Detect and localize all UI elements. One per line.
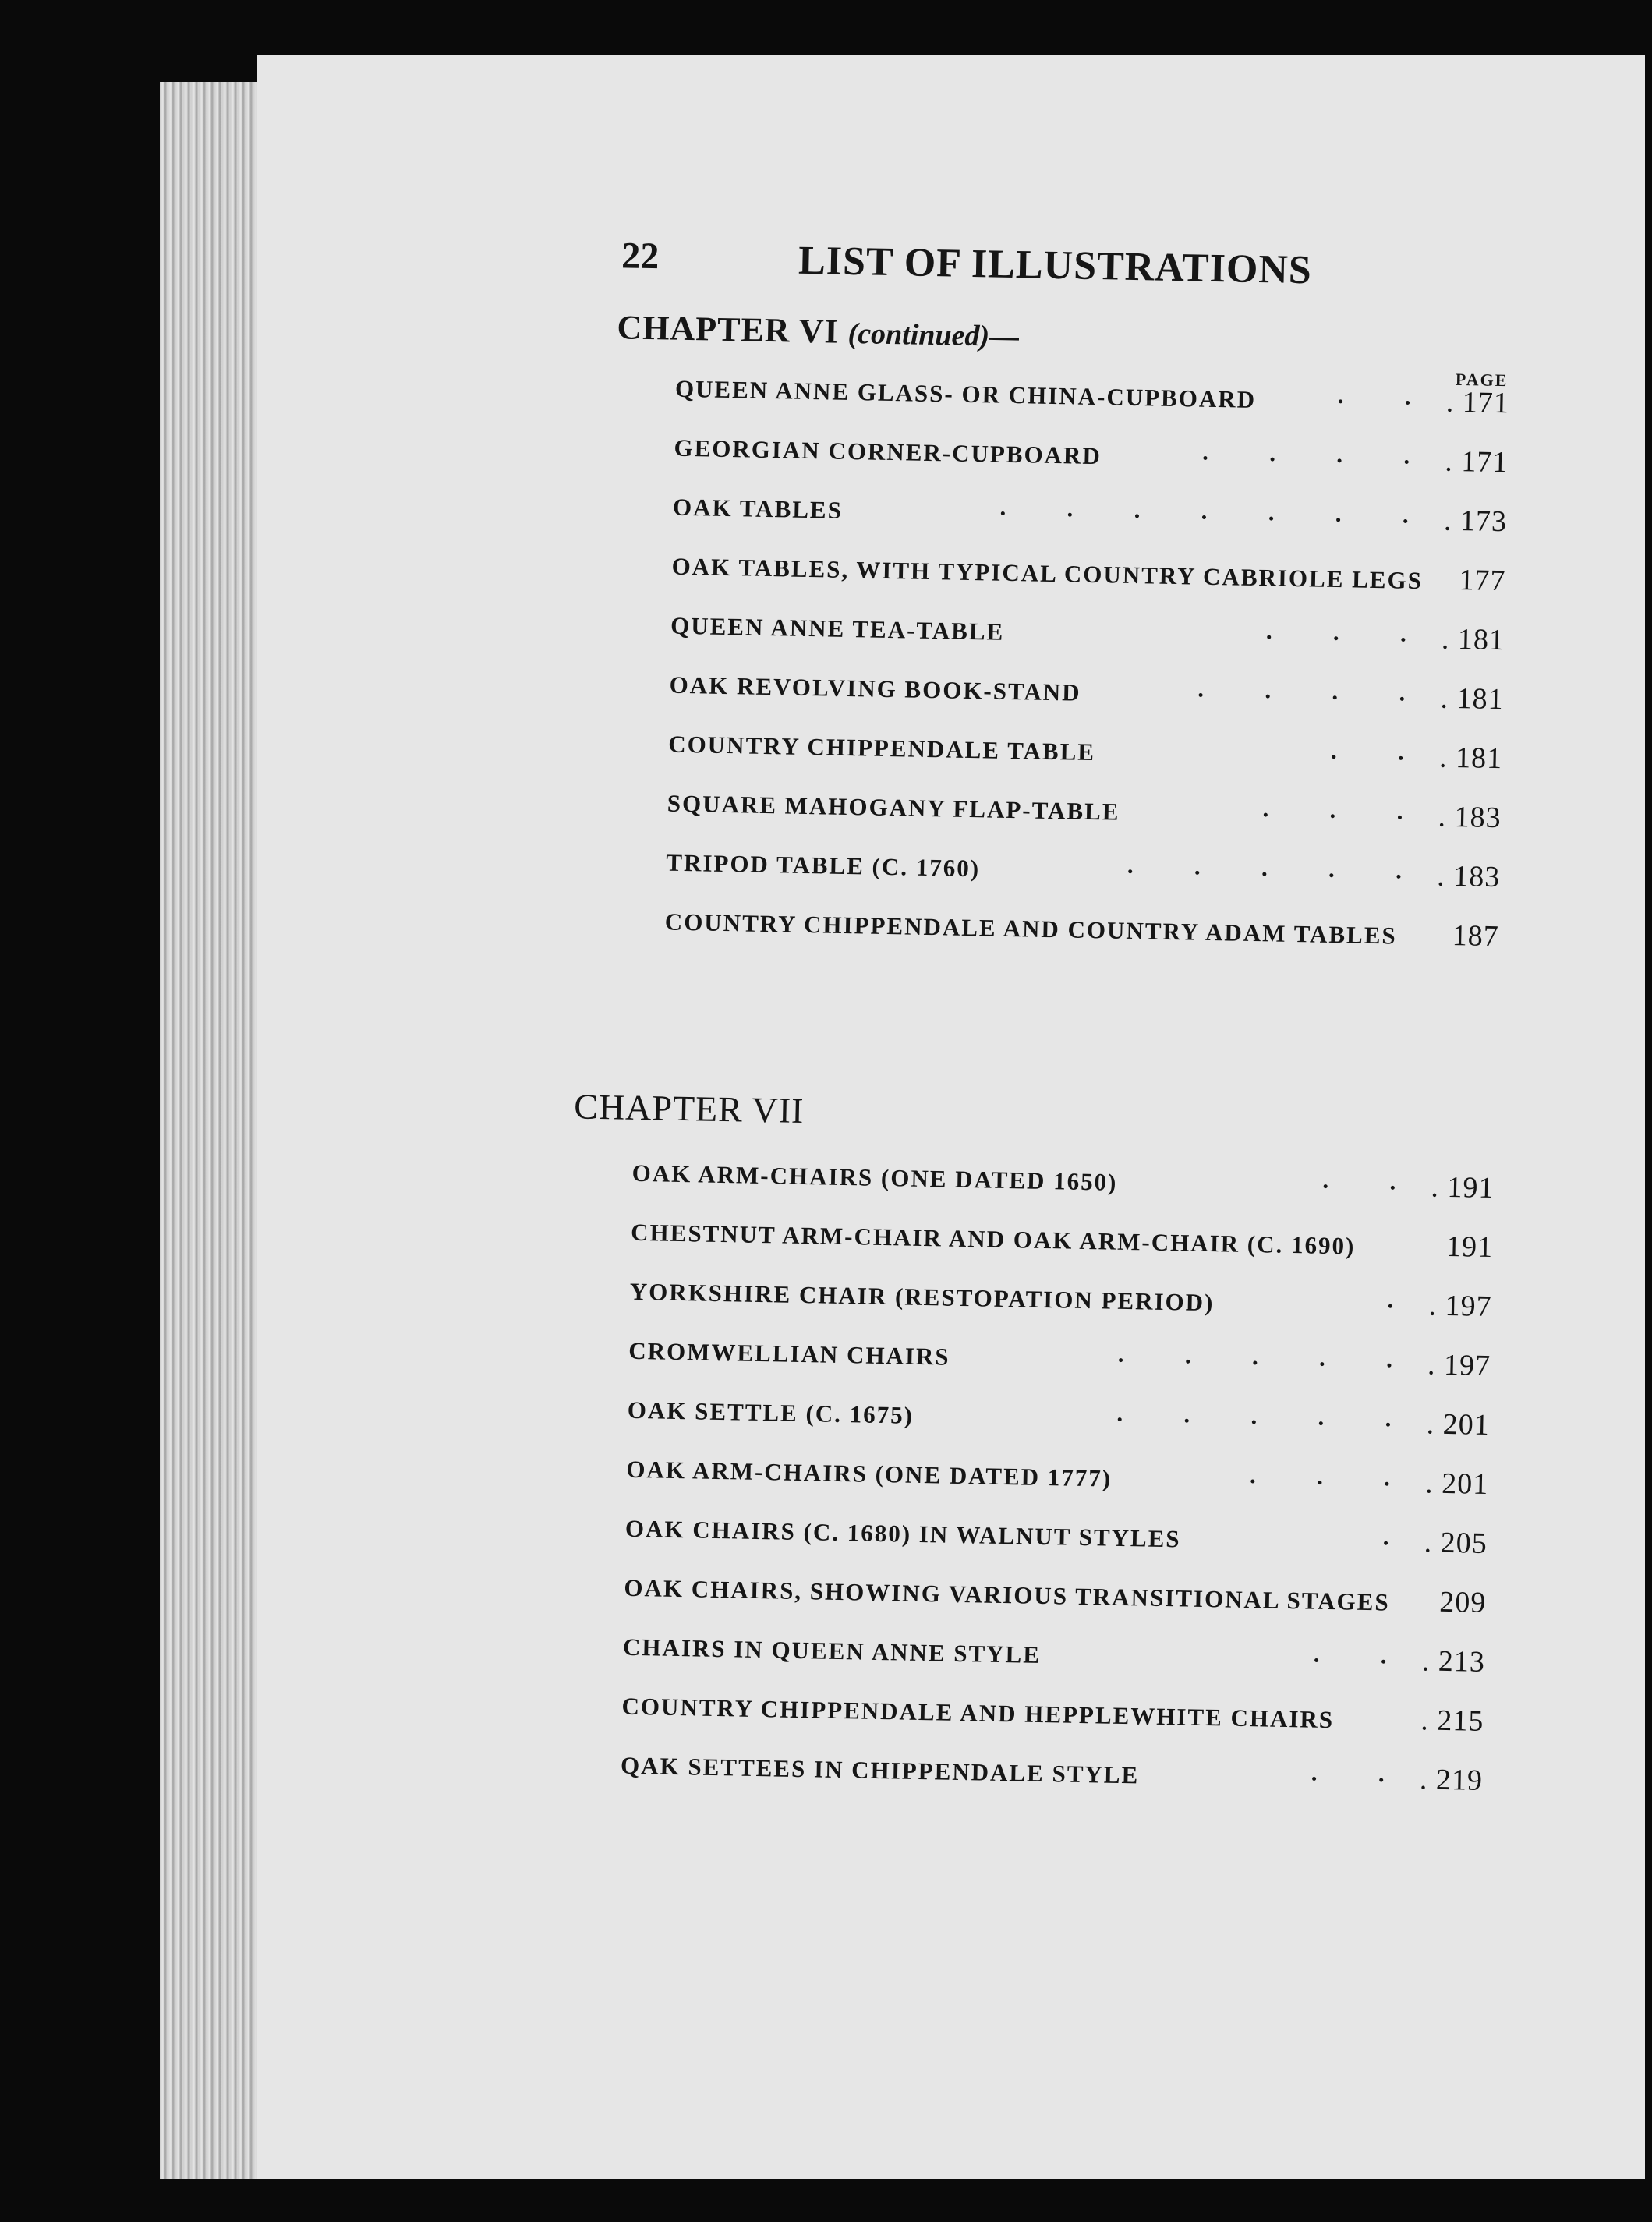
dot-leader: · ·	[1312, 1646, 1415, 1676]
running-title: LIST OF ILLUSTRATIONS	[798, 238, 1313, 293]
dot-leader: · · · · ·	[1115, 1405, 1420, 1439]
entry-title: OAK SETTLE (C. 1675)	[627, 1396, 914, 1429]
dot-leader	[1355, 1254, 1438, 1256]
page-content	[573, 226, 1512, 1823]
entry-title: OAK ARM-CHAIRS (ONE DATED 1650)	[631, 1159, 1118, 1196]
dot-leader: · · · · ·	[1116, 1346, 1420, 1380]
chapter-title: CHAPTER VII	[573, 1086, 805, 1131]
dot-leader: · ·	[1321, 1172, 1424, 1202]
entry-page-number: . 171	[1445, 444, 1509, 479]
entry-title: QAK SETTEES IN CHIPPENDALE STYLE	[620, 1751, 1140, 1789]
entry-page-number: . 181	[1441, 622, 1505, 657]
chapter-heading	[574, 1085, 1496, 1145]
entry-title: COUNTRY CHIPPENDALE AND HEPPLEWHITE CHAIRS	[621, 1692, 1335, 1734]
entry-page-number: . 201	[1426, 1407, 1491, 1442]
entry-page-number: . 181	[1440, 681, 1504, 716]
entry-page-number: 209	[1438, 1585, 1487, 1619]
page-stack-edges	[160, 82, 261, 2179]
entry-title: OAK ARM-CHAIRS (ONE DATED 1777)	[626, 1455, 1113, 1492]
dot-leader: ·	[1381, 1529, 1417, 1558]
dot-leader	[1334, 1728, 1413, 1729]
page-column-label: PAGE	[1455, 369, 1509, 391]
entry-title: OAK CHAIRS (C. 1680) IN WALNUT STYLES	[624, 1514, 1181, 1553]
entry-page-number: . 201	[1424, 1467, 1489, 1501]
entry-page-number: . 191	[1431, 1170, 1495, 1205]
chapter-title: CHAPTER VI	[617, 308, 840, 351]
entry-title: OAK TABLES	[672, 493, 844, 524]
entry-title: OAK CHAIRS, SHOWING VARIOUS TRANSITIONAL STAGES	[624, 1573, 1390, 1616]
entry-page-number: . 215	[1420, 1704, 1484, 1738]
chapter-section-vii	[573, 1086, 1496, 1823]
entry-title: QUEEN ANNE GLASS- OR CHINA-CUPBOARD	[674, 374, 1257, 413]
entry-title: OAK REVOLVING BOOK-STAND	[669, 670, 1081, 706]
entry-page-number: . 213	[1421, 1644, 1486, 1679]
dot-leader: · ·	[1329, 742, 1432, 773]
entry-page-number: . 183	[1438, 800, 1502, 835]
dot-leader: · · · · ·	[1126, 857, 1430, 891]
entry-title: COUNTRY CHIPPENDALE AND COUNTRY ADAM TABLES	[664, 908, 1398, 950]
entry-page-number: . 183	[1436, 859, 1501, 894]
dot-leader: · ·	[1336, 387, 1439, 417]
entry-title: TRIPOD TABLE (C. 1760)	[666, 848, 981, 883]
chapter-section-vi	[594, 307, 1511, 978]
dot-leader	[1396, 944, 1444, 945]
entry-page-number: . 205	[1424, 1526, 1488, 1560]
entry-title: COUNTRY CHIPPENDALE TABLE	[667, 730, 1096, 766]
entry-title: CHESTNUT ARM-CHAIR AND OAK ARM-CHAIR (C. 1690)	[630, 1218, 1356, 1260]
dot-leader	[1389, 1611, 1431, 1612]
entry-page-number: 191	[1445, 1230, 1494, 1265]
dot-leader: · · ·	[1265, 623, 1434, 654]
illustration-list	[620, 1155, 1495, 1823]
entry-page-number: 187	[1452, 918, 1500, 954]
entry-title: CROMWELLIAN CHAIRS	[628, 1336, 950, 1371]
entry-title: OAK TABLES, WITH TYPICAL COUNTRY CABRIOLE LEGS	[671, 552, 1424, 595]
entry-page-number: . 171	[1445, 385, 1510, 420]
dot-leader: · ·	[1310, 1764, 1413, 1795]
entry-page-number: 177	[1459, 564, 1506, 598]
page-header	[607, 226, 1512, 321]
dot-leader: · · · ·	[1196, 681, 1433, 713]
entry-page-number: . 197	[1428, 1289, 1493, 1324]
entry-page-number: . 197	[1427, 1348, 1491, 1382]
dot-leader: · · ·	[1261, 801, 1431, 832]
entry-title: SQUARE MAHOGANY FLAP-TABLE	[667, 789, 1120, 826]
dot-leader: ·	[1385, 1292, 1421, 1321]
illustration-list	[664, 370, 1509, 978]
entry-title: YORKSHIRE CHAIR (RESTOPATION PERIOD)	[629, 1277, 1215, 1317]
entry-title: GEORGIAN CORNER-CUPBOARD	[674, 433, 1102, 470]
entry-title: CHAIRS IN QUEEN ANNE STYLE	[622, 1633, 1042, 1668]
page-number: 22	[621, 235, 660, 278]
entry-page-number: . 181	[1438, 741, 1503, 776]
entry-title: QUEEN ANNE TEA-TABLE	[670, 611, 1005, 646]
dot-leader: · · ·	[1248, 1467, 1418, 1498]
dot-leader: · · · ·	[1201, 444, 1438, 476]
entry-page-number: . 219	[1419, 1763, 1484, 1797]
entry-page-number: . 173	[1443, 504, 1508, 539]
chapter-continued-note: (continued)—	[847, 317, 1020, 354]
dot-leader: · · · · · · ·	[998, 499, 1437, 536]
